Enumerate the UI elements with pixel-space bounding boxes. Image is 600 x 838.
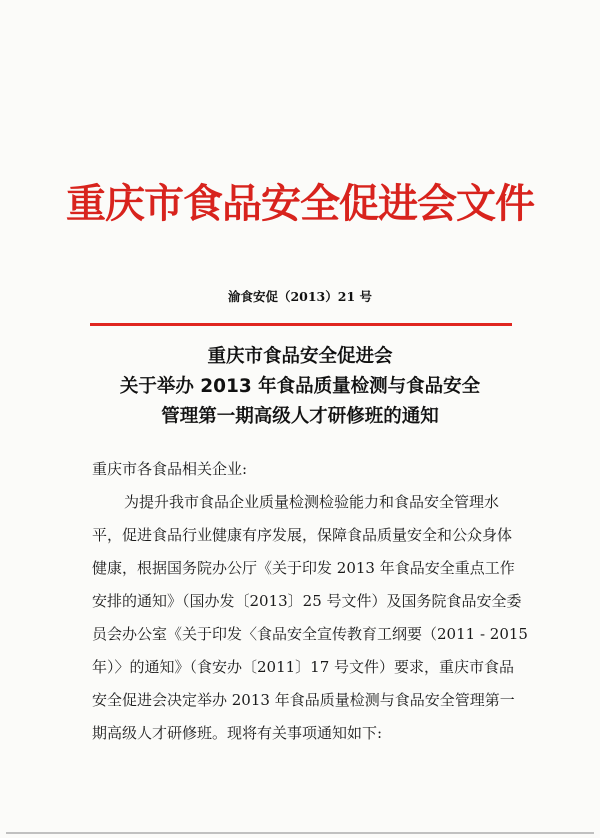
body-line: 安全促进会决定举办 2013 年食品质量检测与食品安全管理第一 xyxy=(92,691,515,709)
body-line: 健康，根据国务院办公厅《关于印发 2013 年食品安全重点工作 xyxy=(92,559,515,577)
red-divider-rule xyxy=(90,323,512,326)
body-line: 平，促进食品行业健康有序发展，保障食品质量安全和公众身体 xyxy=(92,526,513,544)
body-line: 期高级人才研修班。现将有关事项通知如下: xyxy=(92,724,383,742)
body-line: 年）〉的通知》（食安办〔2011〕17 号文件）要求，重庆市食品 xyxy=(92,658,515,676)
body-line: 为提升我市食品企业质量检测检验能力和食品安全管理水 xyxy=(124,493,500,511)
document-number: 渝食安促（2013）21 号 xyxy=(227,289,373,304)
subject-line-3: 管理第一期高级人才研修班的通知 xyxy=(161,406,439,427)
subject-line-1: 重庆市食品安全促进会 xyxy=(207,346,393,367)
salutation: 重庆市各食品相关企业: xyxy=(92,460,248,478)
subject-line-2: 关于举办 2013 年食品质量检测与食品安全 xyxy=(119,376,481,397)
scan-edge-line xyxy=(6,832,594,834)
body-line: 员会办公室《关于印发〈食品安全宣传教育工纲要（2011 - 2015 xyxy=(92,625,528,643)
body-line: 安排的通知》（国办发〔2013〕25 号文件）及国务院食品安全委 xyxy=(92,592,522,610)
document-header-title: 重庆市食品安全促进会文件 xyxy=(66,180,534,227)
